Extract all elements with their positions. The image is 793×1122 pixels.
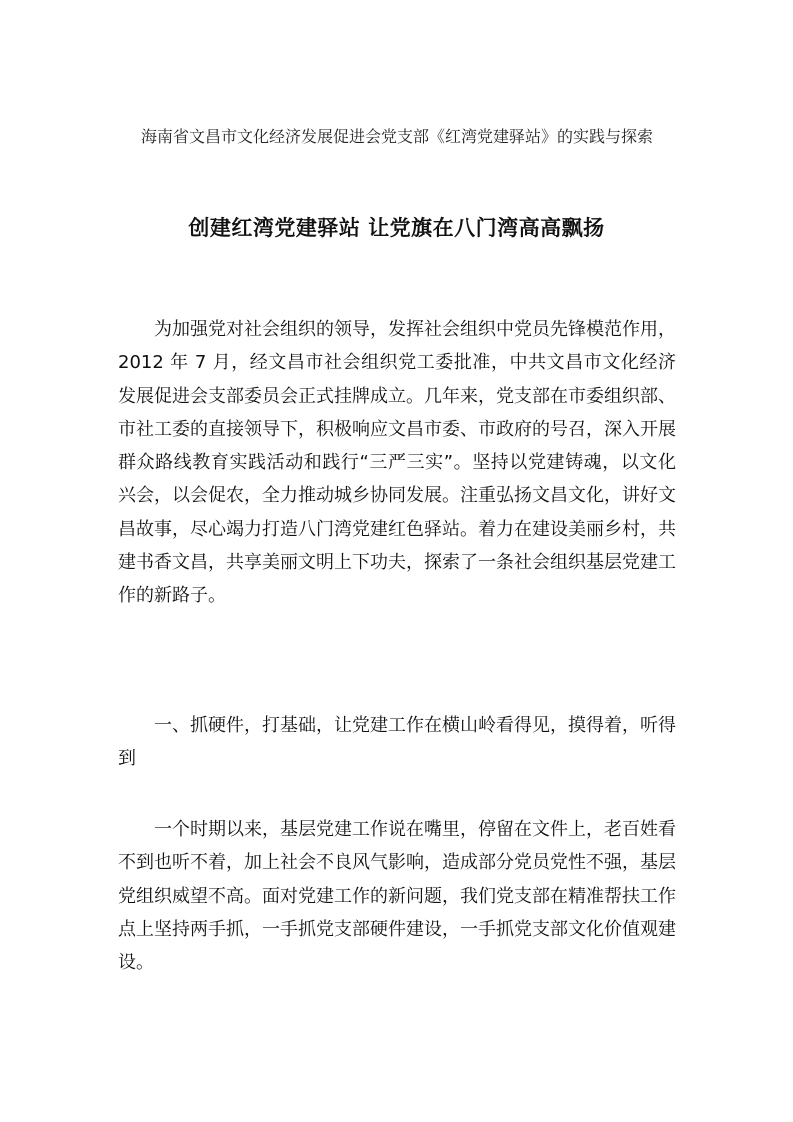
body-paragraph-section-1: 一个时期以来，基层党建工作说在嘴里，停留在文件上，老百姓看不到也听不着，加上社会不良风气影响，造成部分党员党性不强，基层党组织威望不高。面对党建工作的新问题，我们党支部在精准帮扶工作点上坚持两手抓，一手抓党支部硬件建设，一手抓党支部文化价值观建设。: [118, 819, 676, 974]
section-heading-1: 一、抓硬件，打基础，让党建工作在横山岭看得见，摸得着，听得到: [118, 715, 676, 770]
document-subtitle: 海南省文昌市文化经济发展促进会党支部《红湾党建驿站》的实践与探索: [140, 127, 653, 146]
body-paragraph-intro: 为加强党对社会组织的领导，发挥社会组织中党员先锋模范作用，2012 年 7 月，经文昌市社会组织党工委批准，中共文昌市文化经济发展促进会支部委员会正式挂牌成立。几年来，党支部在市委组织部、市社工委的直接领导下，积极响应文昌市委、市政府的号召，深入开展群众路线教育实践活动和践行“三严三实”。坚持以党建铸魂，以文化兴会，以会促农，全力推动城乡协同发展。注重弘扬文昌文化，讲好文昌故事，尽心竭力打造八门湾党建红色驿站。着力在建设美丽乡村，共建书香文昌，共享美丽文明上下功夫，探索了一条社会组织基层党建工作的新路子。: [118, 319, 676, 607]
document-title: 创建红湾党建驿站 让党旗在八门湾高高飘扬: [188, 216, 605, 240]
